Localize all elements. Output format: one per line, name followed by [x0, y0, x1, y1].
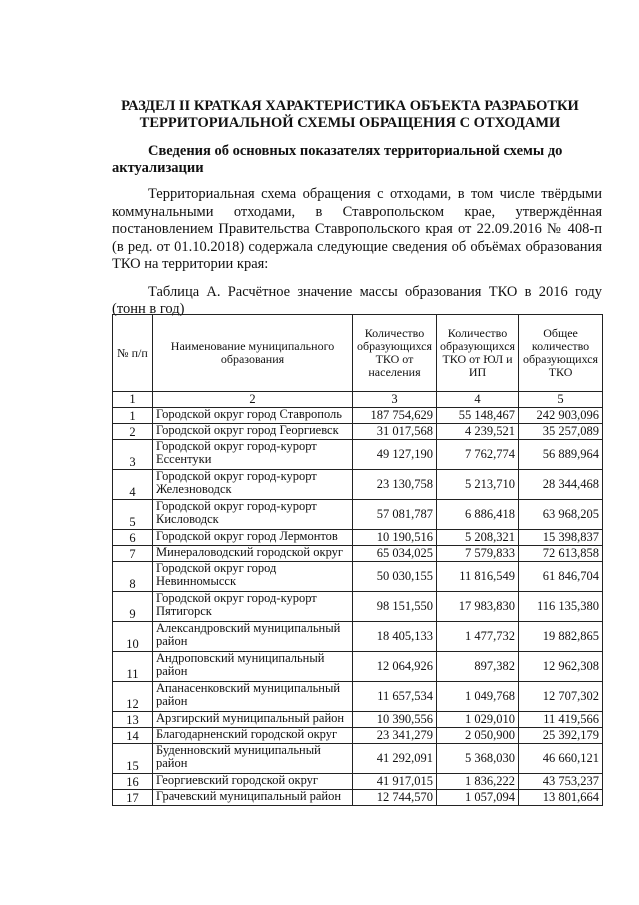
municipality-name: Александровский муниципальный район — [153, 622, 353, 652]
legal-tko: 4 239,521 — [437, 424, 519, 440]
total-tko: 25 392,179 — [519, 728, 603, 744]
column-number: 4 — [437, 392, 519, 408]
total-tko: 12 962,308 — [519, 652, 603, 682]
municipality-name: Андроповский муниципальный район — [153, 652, 353, 682]
municipality-name: Городской округ город Ставрополь — [153, 408, 353, 424]
tko-table — [112, 314, 603, 806]
legal-tko: 1 049,768 — [437, 682, 519, 712]
col-header-name: Наименование муниципального образования — [153, 315, 353, 392]
row-number: 8 — [113, 562, 153, 592]
population-tko: 98 151,550 — [353, 592, 437, 622]
row-number: 14 — [113, 728, 153, 744]
legal-tko: 17 983,830 — [437, 592, 519, 622]
municipality-name: Городской округ город-курорт Ессентуки — [153, 440, 353, 470]
total-tko: 43 753,237 — [519, 774, 603, 790]
total-tko: 72 613,858 — [519, 546, 603, 562]
legal-tko: 897,382 — [437, 652, 519, 682]
total-tko: 56 889,964 — [519, 440, 603, 470]
legal-tko: 2 050,900 — [437, 728, 519, 744]
table-row — [113, 790, 603, 806]
column-number: 5 — [519, 392, 603, 408]
row-number: 15 — [113, 744, 153, 774]
legal-tko: 7 762,774 — [437, 440, 519, 470]
legal-tko: 7 579,833 — [437, 546, 519, 562]
table-row — [113, 728, 603, 744]
population-tko: 12 064,926 — [353, 652, 437, 682]
table-row — [113, 652, 603, 682]
population-tko: 11 657,534 — [353, 682, 437, 712]
table-row — [113, 424, 603, 440]
section-title: РАЗДЕЛ II КРАТКАЯ ХАРАКТЕРИСТИКА ОБЪЕКТА РАЗРАБОТКИ ТЕРРИТОРИАЛЬНОЙ СХЕМЫ ОБРАЩЕНИЯ С ОТХОДАМИ — [121, 98, 579, 131]
column-number: 3 — [353, 392, 437, 408]
table-header-row — [113, 315, 603, 392]
municipality-name: Городской округ город-курорт Железноводск — [153, 470, 353, 500]
population-tko: 187 754,629 — [353, 408, 437, 424]
legal-tko: 5 368,030 — [437, 744, 519, 774]
municipality-name: Грачевский муниципальный район — [153, 790, 353, 806]
legal-tko: 5 213,710 — [437, 470, 519, 500]
table-row — [113, 440, 603, 470]
row-number: 17 — [113, 790, 153, 806]
table-body — [113, 408, 603, 806]
legal-tko: 1 477,732 — [437, 622, 519, 652]
population-tko: 23 130,758 — [353, 470, 437, 500]
total-tko: 61 846,704 — [519, 562, 603, 592]
population-tko: 18 405,133 — [353, 622, 437, 652]
population-tko: 10 190,516 — [353, 530, 437, 546]
population-tko: 23 341,279 — [353, 728, 437, 744]
row-number: 1 — [113, 408, 153, 424]
total-tko: 63 968,205 — [519, 500, 603, 530]
municipality-name: Георгиевский городской округ — [153, 774, 353, 790]
population-tko: 57 081,787 — [353, 500, 437, 530]
table-row — [113, 470, 603, 500]
total-tko: 35 257,089 — [519, 424, 603, 440]
row-number: 13 — [113, 712, 153, 728]
table-row — [113, 546, 603, 562]
intro-paragraph: Территориальная схема обращения с отходами, в том числе твёрдыми коммунальными отходами, в Ставропольском крае, утверждённая постановлением Правительства Ставропольского края от 22.09.2016 № 408-п (в ред. от 01.10.2018) содержала следующие сведения об объёмах образования ТКО на территории края: — [112, 186, 602, 272]
total-tko: 46 660,121 — [519, 744, 603, 774]
col-header-index: № п/п — [113, 315, 153, 392]
population-tko: 10 390,556 — [353, 712, 437, 728]
total-tko: 12 707,302 — [519, 682, 603, 712]
table-row — [113, 744, 603, 774]
column-number-row — [113, 392, 603, 408]
total-tko: 11 419,566 — [519, 712, 603, 728]
total-tko: 19 882,865 — [519, 622, 603, 652]
col-header-legal: Количество образующихся ТКО от ЮЛ и ИП — [437, 315, 519, 392]
municipality-name: Городской округ город Лермонтов — [153, 530, 353, 546]
municipality-name: Минераловодский городской округ — [153, 546, 353, 562]
table-row — [113, 622, 603, 652]
table-row — [113, 774, 603, 790]
table-row — [113, 408, 603, 424]
row-number: 2 — [113, 424, 153, 440]
total-tko: 28 344,468 — [519, 470, 603, 500]
subsection-title: Сведения об основных показателях территориальной схемы до актуализации — [112, 143, 563, 176]
row-number: 12 — [113, 682, 153, 712]
table-row — [113, 592, 603, 622]
municipality-name: Городской округ город Невинномысск — [153, 562, 353, 592]
population-tko: 41 917,015 — [353, 774, 437, 790]
table-caption: Таблица А. Расчётное значение массы образования ТКО в 2016 году (тонн в год) — [112, 284, 602, 317]
row-number: 9 — [113, 592, 153, 622]
municipality-name: Городской округ город-курорт Кисловодск — [153, 500, 353, 530]
table-row — [113, 500, 603, 530]
legal-tko: 55 148,467 — [437, 408, 519, 424]
row-number: 5 — [113, 500, 153, 530]
col-header-population: Количество образующихся ТКО от населения — [353, 315, 437, 392]
municipality-name: Буденновский муниципальный район — [153, 744, 353, 774]
legal-tko: 1 057,094 — [437, 790, 519, 806]
row-number: 11 — [113, 652, 153, 682]
col-header-total: Общее количество образующихся ТКО — [519, 315, 603, 392]
municipality-name: Городской округ город Георгиевск — [153, 424, 353, 440]
table-row — [113, 682, 603, 712]
population-tko: 49 127,190 — [353, 440, 437, 470]
municipality-name: Арзгирский муниципальный район — [153, 712, 353, 728]
table-row — [113, 562, 603, 592]
population-tko: 31 017,568 — [353, 424, 437, 440]
total-tko: 15 398,837 — [519, 530, 603, 546]
table-row — [113, 712, 603, 728]
legal-tko: 1 836,222 — [437, 774, 519, 790]
total-tko: 13 801,664 — [519, 790, 603, 806]
row-number: 7 — [113, 546, 153, 562]
municipality-name: Апанасенковский муниципальный район — [153, 682, 353, 712]
municipality-name: Городской округ город-курорт Пятигорск — [153, 592, 353, 622]
legal-tko: 5 208,321 — [437, 530, 519, 546]
total-tko: 242 903,096 — [519, 408, 603, 424]
row-number: 10 — [113, 622, 153, 652]
population-tko: 65 034,025 — [353, 546, 437, 562]
table-row — [113, 530, 603, 546]
row-number: 3 — [113, 440, 153, 470]
row-number: 4 — [113, 470, 153, 500]
legal-tko: 11 816,549 — [437, 562, 519, 592]
municipality-name: Благодарненский городской округ — [153, 728, 353, 744]
legal-tko: 6 886,418 — [437, 500, 519, 530]
population-tko: 12 744,570 — [353, 790, 437, 806]
population-tko: 41 292,091 — [353, 744, 437, 774]
legal-tko: 1 029,010 — [437, 712, 519, 728]
population-tko: 50 030,155 — [353, 562, 437, 592]
column-number: 2 — [153, 392, 353, 408]
column-number: 1 — [113, 392, 153, 408]
row-number: 16 — [113, 774, 153, 790]
row-number: 6 — [113, 530, 153, 546]
total-tko: 116 135,380 — [519, 592, 603, 622]
